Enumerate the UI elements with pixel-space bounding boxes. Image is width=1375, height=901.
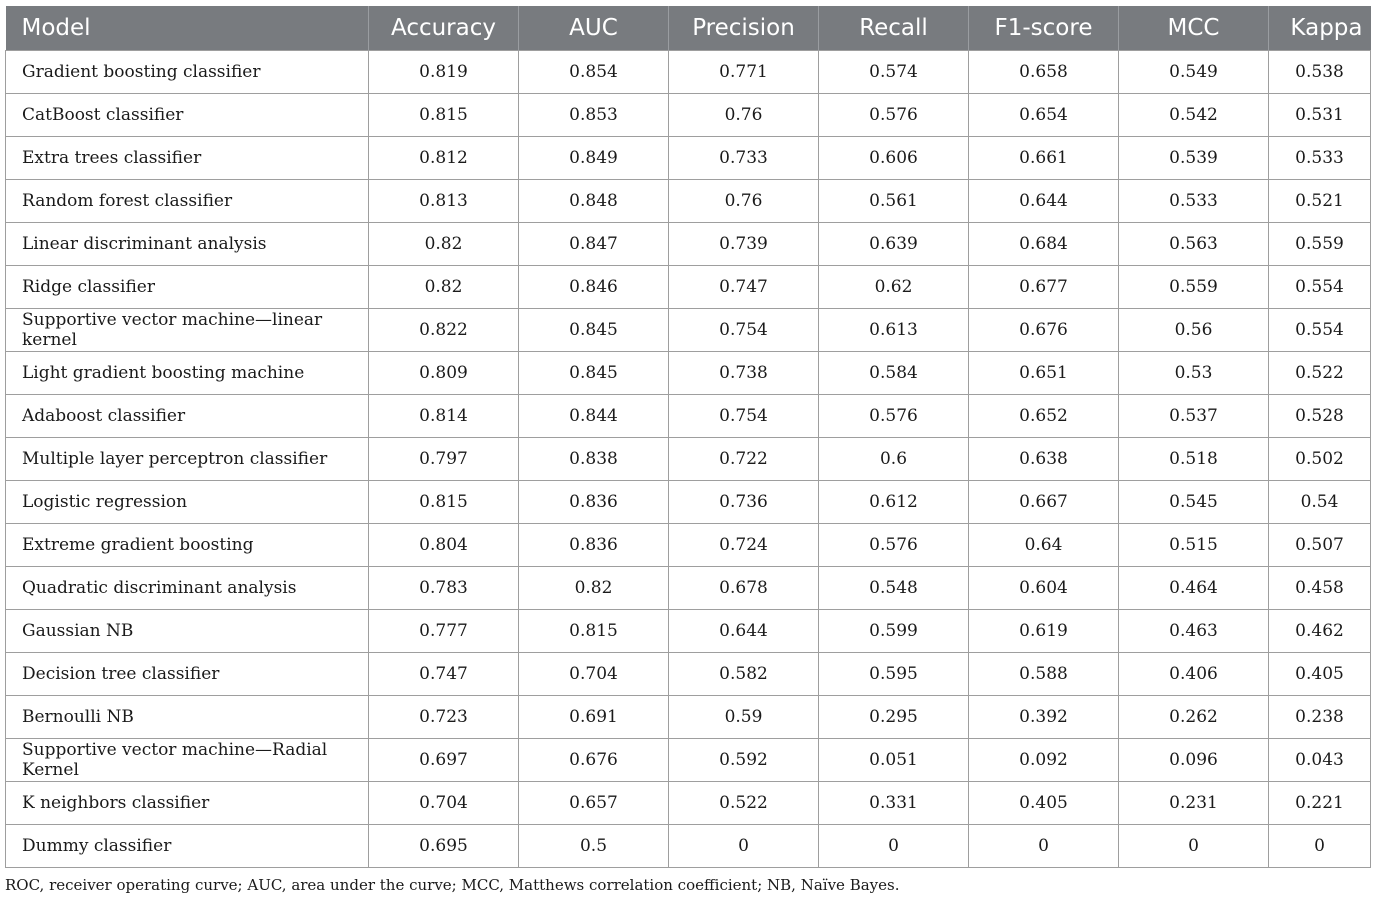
metric-cell: 0.76 bbox=[669, 94, 819, 137]
model-name-cell: Extreme gradient boosting bbox=[6, 524, 369, 567]
metric-cell: 0.54 bbox=[1269, 481, 1371, 524]
metric-cell: 0.238 bbox=[1269, 696, 1371, 739]
metric-cell: 0.691 bbox=[519, 696, 669, 739]
metric-cell: 0.576 bbox=[819, 94, 969, 137]
metric-cell: 0.561 bbox=[819, 180, 969, 223]
column-header-recall: Recall bbox=[819, 6, 969, 51]
metric-cell: 0.777 bbox=[369, 610, 519, 653]
model-name-cell: Random forest classifier bbox=[6, 180, 369, 223]
model-name-cell: Gradient boosting classifier bbox=[6, 51, 369, 94]
metric-cell: 0.738 bbox=[669, 352, 819, 395]
metric-cell: 0.797 bbox=[369, 438, 519, 481]
metric-cell: 0.406 bbox=[1119, 653, 1269, 696]
metric-cell: 0.533 bbox=[1119, 180, 1269, 223]
metric-cell: 0.814 bbox=[369, 395, 519, 438]
metric-cell: 0.848 bbox=[519, 180, 669, 223]
metric-cell: 0.539 bbox=[1119, 137, 1269, 180]
metric-cell: 0.606 bbox=[819, 137, 969, 180]
metric-cell: 0.554 bbox=[1269, 266, 1371, 309]
metric-cell: 0.844 bbox=[519, 395, 669, 438]
table-row bbox=[6, 524, 1371, 567]
metric-cell: 0.723 bbox=[369, 696, 519, 739]
table-row bbox=[6, 180, 1371, 223]
model-name-cell: Ridge classifier bbox=[6, 266, 369, 309]
metric-cell: 0.595 bbox=[819, 653, 969, 696]
metric-cell: 0.836 bbox=[519, 481, 669, 524]
model-name-cell: Extra trees classifier bbox=[6, 137, 369, 180]
table-row bbox=[6, 266, 1371, 309]
metric-cell: 0.582 bbox=[669, 653, 819, 696]
table-row bbox=[6, 309, 1371, 352]
results-table-container bbox=[5, 6, 1370, 868]
metric-cell: 0.754 bbox=[669, 395, 819, 438]
table-row bbox=[6, 51, 1371, 94]
metric-cell: 0.644 bbox=[969, 180, 1119, 223]
metric-cell: 0.531 bbox=[1269, 94, 1371, 137]
model-name-cell: Supportive vector machine—linear kernel bbox=[6, 309, 369, 352]
model-name-cell: Quadratic discriminant analysis bbox=[6, 567, 369, 610]
metric-cell: 0.528 bbox=[1269, 395, 1371, 438]
column-header-model: Model bbox=[6, 6, 369, 51]
metric-cell: 0 bbox=[819, 825, 969, 868]
metric-cell: 0.6 bbox=[819, 438, 969, 481]
column-header-accuracy: Accuracy bbox=[369, 6, 519, 51]
metric-cell: 0.533 bbox=[1269, 137, 1371, 180]
metric-cell: 0.559 bbox=[1119, 266, 1269, 309]
model-name-cell: Light gradient boosting machine bbox=[6, 352, 369, 395]
metric-cell: 0.676 bbox=[519, 739, 669, 782]
metric-cell: 0.545 bbox=[1119, 481, 1269, 524]
metric-cell: 0.613 bbox=[819, 309, 969, 352]
table-row bbox=[6, 137, 1371, 180]
model-name-cell: K neighbors classifier bbox=[6, 782, 369, 825]
table-row bbox=[6, 223, 1371, 266]
metric-cell: 0.678 bbox=[669, 567, 819, 610]
metric-cell: 0.76 bbox=[669, 180, 819, 223]
metric-cell: 0.676 bbox=[969, 309, 1119, 352]
model-performance-table bbox=[5, 6, 1371, 868]
metric-cell: 0.559 bbox=[1269, 223, 1371, 266]
metric-cell: 0.563 bbox=[1119, 223, 1269, 266]
metric-cell: 0.231 bbox=[1119, 782, 1269, 825]
table-row bbox=[6, 782, 1371, 825]
metric-cell: 0.576 bbox=[819, 395, 969, 438]
metric-cell: 0.849 bbox=[519, 137, 669, 180]
metric-cell: 0.815 bbox=[519, 610, 669, 653]
metric-cell: 0.815 bbox=[369, 481, 519, 524]
metric-cell: 0.783 bbox=[369, 567, 519, 610]
metric-cell: 0.092 bbox=[969, 739, 1119, 782]
metric-cell: 0.82 bbox=[519, 567, 669, 610]
metric-cell: 0.405 bbox=[969, 782, 1119, 825]
metric-cell: 0.56 bbox=[1119, 309, 1269, 352]
metric-cell: 0.819 bbox=[369, 51, 519, 94]
table-row bbox=[6, 352, 1371, 395]
metric-cell: 0.853 bbox=[519, 94, 669, 137]
metric-cell: 0.331 bbox=[819, 782, 969, 825]
metric-cell: 0.812 bbox=[369, 137, 519, 180]
metric-cell: 0.521 bbox=[1269, 180, 1371, 223]
table-body bbox=[6, 51, 1371, 868]
metric-cell: 0.549 bbox=[1119, 51, 1269, 94]
column-header-auc: AUC bbox=[519, 6, 669, 51]
model-name-cell: Adaboost classifier bbox=[6, 395, 369, 438]
metric-cell: 0.522 bbox=[669, 782, 819, 825]
metric-cell: 0.507 bbox=[1269, 524, 1371, 567]
metric-cell: 0.295 bbox=[819, 696, 969, 739]
metric-cell: 0.733 bbox=[669, 137, 819, 180]
metric-cell: 0.462 bbox=[1269, 610, 1371, 653]
table-row bbox=[6, 438, 1371, 481]
table-row bbox=[6, 94, 1371, 137]
metric-cell: 0.043 bbox=[1269, 739, 1371, 782]
metric-cell: 0.847 bbox=[519, 223, 669, 266]
metric-cell: 0.809 bbox=[369, 352, 519, 395]
metric-cell: 0.747 bbox=[669, 266, 819, 309]
metric-cell: 0.5 bbox=[519, 825, 669, 868]
metric-cell: 0.542 bbox=[1119, 94, 1269, 137]
metric-cell: 0.845 bbox=[519, 352, 669, 395]
metric-cell: 0.667 bbox=[969, 481, 1119, 524]
metric-cell: 0.736 bbox=[669, 481, 819, 524]
model-name-cell: Dummy classifier bbox=[6, 825, 369, 868]
table-footnote: ROC, receiver operating curve; AUC, area under the curve; MCC, Matthews correlation coefficient; NB, Naïve Bayes. bbox=[5, 876, 900, 894]
table-row bbox=[6, 395, 1371, 438]
metric-cell: 0.845 bbox=[519, 309, 669, 352]
metric-cell: 0.82 bbox=[369, 266, 519, 309]
table-row bbox=[6, 567, 1371, 610]
metric-cell: 0.599 bbox=[819, 610, 969, 653]
metric-cell: 0.677 bbox=[969, 266, 1119, 309]
table-row bbox=[6, 481, 1371, 524]
column-header-precision: Precision bbox=[669, 6, 819, 51]
header-row bbox=[6, 6, 1371, 51]
metric-cell: 0.588 bbox=[969, 653, 1119, 696]
metric-cell: 0.697 bbox=[369, 739, 519, 782]
metric-cell: 0 bbox=[669, 825, 819, 868]
metric-cell: 0.051 bbox=[819, 739, 969, 782]
metric-cell: 0.576 bbox=[819, 524, 969, 567]
metric-cell: 0.684 bbox=[969, 223, 1119, 266]
metric-cell: 0.612 bbox=[819, 481, 969, 524]
metric-cell: 0.53 bbox=[1119, 352, 1269, 395]
metric-cell: 0.62 bbox=[819, 266, 969, 309]
metric-cell: 0.538 bbox=[1269, 51, 1371, 94]
model-name-cell: Bernoulli NB bbox=[6, 696, 369, 739]
metric-cell: 0.584 bbox=[819, 352, 969, 395]
table-row bbox=[6, 825, 1371, 868]
metric-cell: 0.221 bbox=[1269, 782, 1371, 825]
metric-cell: 0 bbox=[969, 825, 1119, 868]
model-name-cell: Linear discriminant analysis bbox=[6, 223, 369, 266]
metric-cell: 0.747 bbox=[369, 653, 519, 696]
column-header-kappa: Kappa bbox=[1269, 6, 1371, 51]
metric-cell: 0.638 bbox=[969, 438, 1119, 481]
column-header-f1-score: F1-score bbox=[969, 6, 1119, 51]
metric-cell: 0.704 bbox=[369, 782, 519, 825]
metric-cell: 0.724 bbox=[669, 524, 819, 567]
metric-cell: 0.554 bbox=[1269, 309, 1371, 352]
metric-cell: 0.661 bbox=[969, 137, 1119, 180]
model-name-cell: Decision tree classifier bbox=[6, 653, 369, 696]
metric-cell: 0.771 bbox=[669, 51, 819, 94]
metric-cell: 0.515 bbox=[1119, 524, 1269, 567]
metric-cell: 0 bbox=[1119, 825, 1269, 868]
metric-cell: 0.548 bbox=[819, 567, 969, 610]
metric-cell: 0.652 bbox=[969, 395, 1119, 438]
metric-cell: 0.262 bbox=[1119, 696, 1269, 739]
metric-cell: 0.405 bbox=[1269, 653, 1371, 696]
metric-cell: 0.836 bbox=[519, 524, 669, 567]
metric-cell: 0.815 bbox=[369, 94, 519, 137]
metric-cell: 0.804 bbox=[369, 524, 519, 567]
metric-cell: 0.838 bbox=[519, 438, 669, 481]
metric-cell: 0.522 bbox=[1269, 352, 1371, 395]
metric-cell: 0.518 bbox=[1119, 438, 1269, 481]
metric-cell: 0.096 bbox=[1119, 739, 1269, 782]
metric-cell: 0.392 bbox=[969, 696, 1119, 739]
metric-cell: 0.82 bbox=[369, 223, 519, 266]
metric-cell: 0.651 bbox=[969, 352, 1119, 395]
model-name-cell: Gaussian NB bbox=[6, 610, 369, 653]
metric-cell: 0.644 bbox=[669, 610, 819, 653]
metric-cell: 0.592 bbox=[669, 739, 819, 782]
metric-cell: 0.502 bbox=[1269, 438, 1371, 481]
metric-cell: 0.654 bbox=[969, 94, 1119, 137]
table-row bbox=[6, 653, 1371, 696]
metric-cell: 0.574 bbox=[819, 51, 969, 94]
table-row bbox=[6, 696, 1371, 739]
metric-cell: 0.463 bbox=[1119, 610, 1269, 653]
metric-cell: 0.619 bbox=[969, 610, 1119, 653]
model-name-cell: Supportive vector machine—Radial Kernel bbox=[6, 739, 369, 782]
table-row bbox=[6, 739, 1371, 782]
metric-cell: 0.813 bbox=[369, 180, 519, 223]
metric-cell: 0.64 bbox=[969, 524, 1119, 567]
model-name-cell: Logistic regression bbox=[6, 481, 369, 524]
metric-cell: 0.537 bbox=[1119, 395, 1269, 438]
metric-cell: 0.722 bbox=[669, 438, 819, 481]
metric-cell: 0.604 bbox=[969, 567, 1119, 610]
metric-cell: 0.846 bbox=[519, 266, 669, 309]
model-name-cell: CatBoost classifier bbox=[6, 94, 369, 137]
metric-cell: 0.695 bbox=[369, 825, 519, 868]
metric-cell: 0.464 bbox=[1119, 567, 1269, 610]
metric-cell: 0.739 bbox=[669, 223, 819, 266]
model-name-cell: Multiple layer perceptron classifier bbox=[6, 438, 369, 481]
metric-cell: 0.59 bbox=[669, 696, 819, 739]
metric-cell: 0.822 bbox=[369, 309, 519, 352]
metric-cell: 0.754 bbox=[669, 309, 819, 352]
metric-cell: 0.657 bbox=[519, 782, 669, 825]
table-row bbox=[6, 610, 1371, 653]
metric-cell: 0 bbox=[1269, 825, 1371, 868]
metric-cell: 0.458 bbox=[1269, 567, 1371, 610]
metric-cell: 0.854 bbox=[519, 51, 669, 94]
metric-cell: 0.658 bbox=[969, 51, 1119, 94]
metric-cell: 0.704 bbox=[519, 653, 669, 696]
column-header-mcc: MCC bbox=[1119, 6, 1269, 51]
metric-cell: 0.639 bbox=[819, 223, 969, 266]
